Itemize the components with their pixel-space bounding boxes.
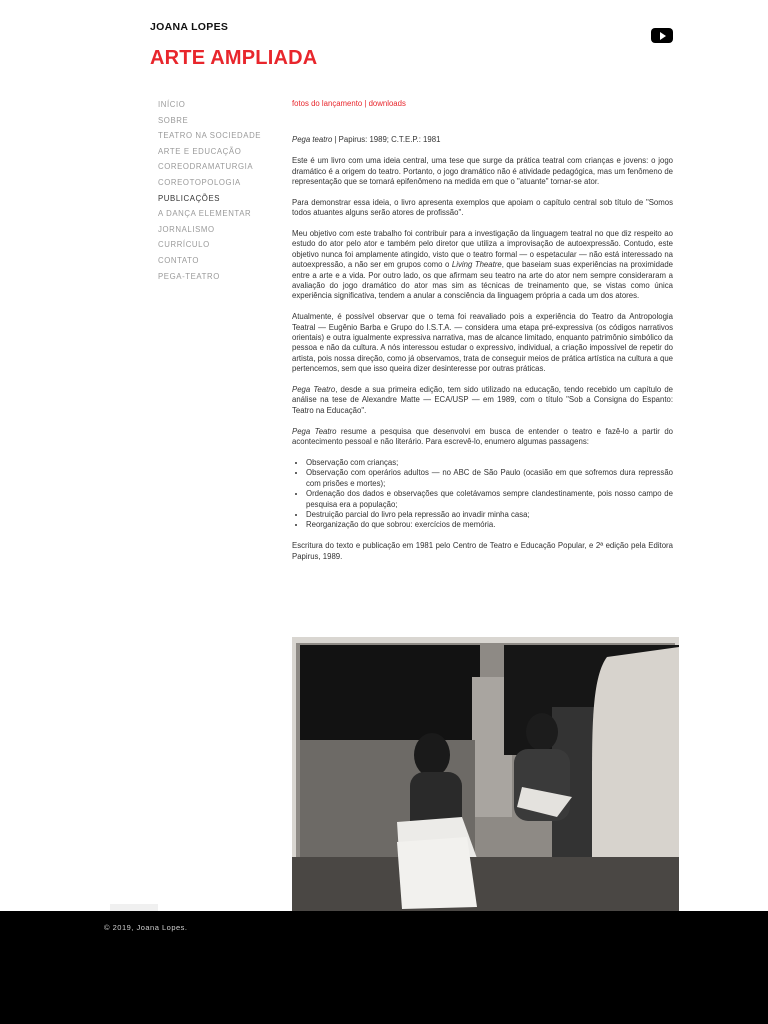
nav-item-sobre[interactable]: SOBRE	[158, 115, 189, 125]
book-publication-info: | Papirus: 1989; C.T.E.P.: 1981	[332, 135, 441, 145]
site-title[interactable]: ARTE AMPLIADA	[150, 47, 318, 69]
list-item: • Observação com operários adultos — no ABC de São Paulo (ocasião em que sofremos dura repressão com prisões e mortes);	[306, 468, 673, 489]
paragraph-2: Para demonstrar essa ideia, o livro apresenta exemplos que apoiam o capítulo central sob título de "Somos todos atuantes alguns serão atores de profissão".	[292, 197, 673, 218]
paragraph-1: Este é um livro com uma ideia central, uma tese que surge da prática teatral com crianças e jovens: o jogo dramático é a origem do teatro. Portanto, o jogo dramático não é atividade pedagógica, mas um fenômeno de representação que se tornará epifenômeno na medida em que o "atuante" tornar-se ator.	[292, 156, 673, 187]
nav-item-pega-teatro[interactable]: PEGA-TEATRO	[158, 271, 220, 281]
launch-photo[interactable]	[292, 637, 679, 911]
book-meta	[292, 135, 673, 145]
article-links	[292, 99, 673, 109]
article-content	[292, 99, 673, 572]
photos-link[interactable]: fotos do lançamento	[292, 99, 363, 108]
paragraph-3-text-b: , que baseiam suas experiências na proximidade entre a arte e a vida. Por outro lado, os que afirmam seu teatro na arte do ator nem sempre consideraram a avaliação do jogo dramático do ator mas sim as técnicas de treinamento que, se vistas como única experiência significativa, tendem a anular a consciência da linguagem própria a cada um dos atores.	[292, 260, 673, 301]
passages-list	[292, 458, 673, 531]
nav-item-a-danca-elementar[interactable]: A DANÇA ELEMENTAR	[158, 209, 252, 219]
paragraph-4: Atualmente, é possível observar que o tema foi reavaliado pois a experiência do Teatro da Antropologia Teatral — Eugênio Barba e Grupo do I.S.T.A. — considera uma etapa pré-expressiva (os códigos narrativos orientais) e outra igualmente expressiva narrativa, mas de alcance limitado, enquanto patrimônio simbólico da pessoa e não da cultura. A nós interessou estudar o expressivo, individual, a criação impossível de repetir do artista, pois nossa direção, como já observamos, trata de conseguir meios de prática artística na cultura a que pertencemos, sem que isso queira dizer desinteresse por outras práticas.	[292, 312, 673, 374]
paragraph-5	[292, 385, 673, 416]
nav-item-curriculo[interactable]: CURRÍCULO	[158, 240, 210, 250]
living-theatre: Living Theatre	[451, 260, 502, 270]
nav-item-teatro-na-sociedade[interactable]: TEATRO NA SOCIEDADE	[158, 131, 262, 141]
paragraph-6	[292, 427, 673, 448]
list-item: • Reorganização do que sobrou: exercícios de memória.	[306, 520, 673, 530]
nav-item-contato[interactable]: CONTATO	[158, 255, 200, 265]
nav-item-coreodramaturgia[interactable]: COREODRAMATURGIA	[158, 162, 254, 172]
nav-item-jornalismo[interactable]: JORNALISMO	[158, 224, 215, 234]
copyright: © 2019, Joana Lopes.	[104, 923, 188, 932]
paragraph-7: Escritura do texto e publicação em 1981 pelo Centro de Teatro e Educação Popular, e 2ª edição pela Editora Papirus, 1989.	[292, 541, 673, 561]
downloads-link[interactable]: downloads	[368, 99, 406, 108]
play-icon	[660, 32, 666, 40]
paragraph-3	[292, 229, 673, 302]
site-name[interactable]: JOANA LOPES	[150, 21, 229, 33]
paragraph-3-text-a: Meu objetivo com este trabalho foi contribuir para a investigação da linguagem teatral no que diz respeito ao estudo do ator pelo ator e também pelo diretor que utiliza a improvisação de autoexpressão. Contudo, este objetivo nunca foi amplamente atingido, visto que o teatro formal — o espetacular — não está interessado na autoexpressão, a não ser em grupos como o	[292, 229, 673, 270]
nav-item-coreotopologia[interactable]: COREOTOPOLOGIA	[158, 177, 241, 187]
youtube-icon[interactable]	[651, 28, 673, 43]
pega-teatro-title: Pega Teatro	[292, 426, 337, 436]
footer	[0, 911, 768, 1024]
nav-item-arte-e-educacao[interactable]: ARTE E EDUCAÇÃO	[158, 146, 242, 156]
nav-item-inicio[interactable]: INÍCIO	[158, 100, 186, 109]
main-nav	[158, 97, 261, 284]
photo-illustration	[292, 637, 679, 911]
paragraph-6-text: resume a pesquisa que desenvolvi em busca de entender o teatro e fazê-lo a partir do acontecimento pessoal e não literário. Para escrevê-lo, enumero algumas passagens:	[292, 426, 673, 447]
pega-teatro-title: Pega Teatro	[292, 385, 336, 395]
list-item: • Destruição parcial do livro pela repressão ao invadir minha casa;	[306, 510, 673, 520]
book-title: Pega teatro	[292, 135, 333, 145]
list-item: • Observação com crianças;	[306, 458, 673, 468]
nav-item-publicacoes[interactable]: PUBLICAÇÕES	[158, 193, 221, 203]
link-separator: |	[362, 99, 369, 108]
paragraph-5-text: , desde a sua primeira edição, tem sido utilizado na educação, tendo recebido um capítulo de análise na tese de Alexandre Matte — ECA/USP — em 1989, com o título "Sob a Consigna do Espanto: Teatro na Educação".	[292, 385, 673, 415]
list-item: • Ordenação dos dados e observações que coletávamos sempre clandestinamente, pois nosso campo de pesquisa era a população;	[306, 489, 673, 510]
scroll-tab	[110, 904, 158, 911]
